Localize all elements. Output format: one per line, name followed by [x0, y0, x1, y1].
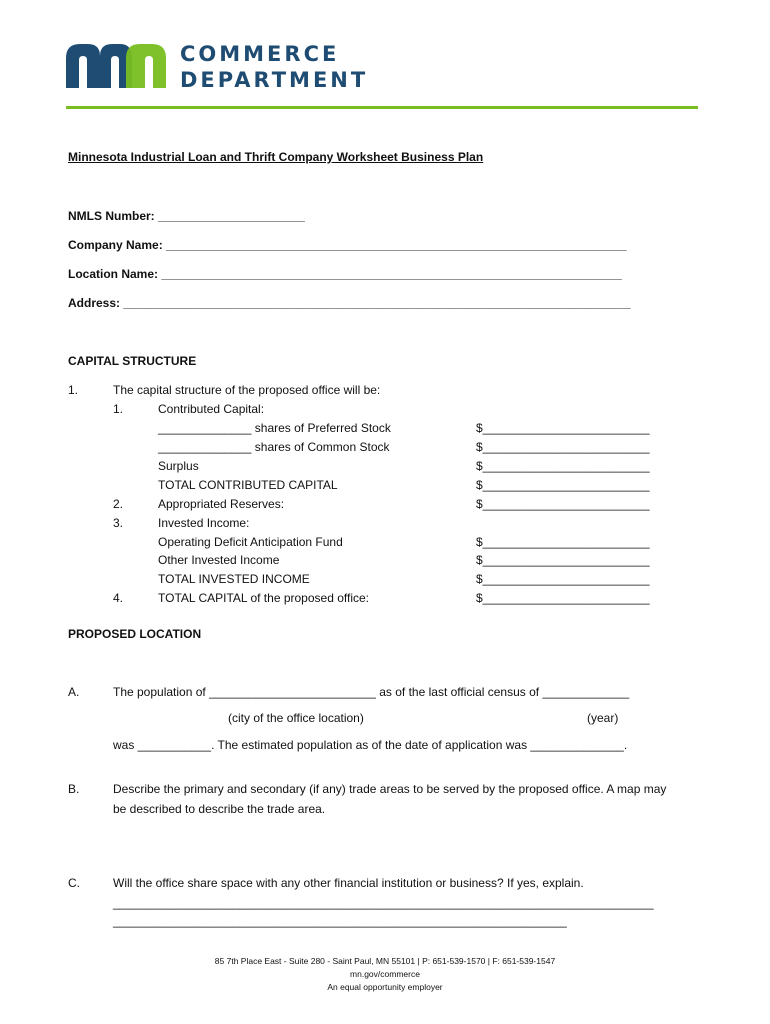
logo-letter-m: [66, 44, 132, 88]
capital-intro: The capital structure of the proposed office will be:: [113, 383, 381, 397]
shared-space-answer-line-2[interactable]: ____________________________________________________________________: [113, 914, 567, 928]
item-label-a: A.: [68, 685, 80, 699]
company-name-field[interactable]: Company Name: _____________________________________________________________________: [68, 238, 627, 252]
sub-item-number: 4.: [113, 591, 124, 605]
population-line[interactable]: The population of _________________________ as of the last official census of _____________: [113, 685, 630, 699]
common-stock-amount[interactable]: $_________________________: [476, 440, 650, 454]
sub-item-number: 2.: [113, 497, 124, 511]
item-label-b: B.: [68, 782, 80, 796]
total-capital-amount[interactable]: $_________________________: [476, 591, 650, 605]
sub-item-number: 3.: [113, 516, 124, 530]
footer-address: 85 7th Place East - Suite 280 - Saint Paul, MN 55101 | P: 651-539-1570 | F: 651-539-1547: [214, 956, 556, 966]
nmls-number-field[interactable]: NMLS Number: ______________________: [68, 209, 305, 223]
logo-letter-n: [126, 44, 166, 88]
mn-logo: [66, 44, 166, 88]
total-contributed-label: TOTAL CONTRIBUTED CAPITAL: [158, 478, 338, 492]
proposed-location-heading: PROPOSED LOCATION: [68, 627, 202, 641]
address-field[interactable]: Address: ____________________________________________________________________________: [68, 296, 631, 310]
total-capital-label: TOTAL CAPITAL of the proposed office:: [158, 591, 369, 605]
footer-equal-opportunity: An equal opportunity employer: [327, 982, 443, 992]
footer-website: mn.gov/commerce: [350, 969, 420, 979]
item-number: 1.: [68, 383, 79, 397]
brand-line-department: DEPARTMENT: [180, 68, 369, 92]
other-invested-label: Other Invested Income: [158, 553, 280, 567]
trade-area-question-line-2: be described to describe the trade area.: [113, 802, 326, 816]
header-divider: [66, 106, 698, 109]
preferred-stock-amount[interactable]: $_________________________: [476, 421, 650, 435]
common-stock-line[interactable]: ______________ shares of Common Stock: [158, 440, 390, 454]
shared-space-answer-line-1[interactable]: _________________________________________________________________________________: [113, 896, 654, 910]
surplus-amount[interactable]: $_________________________: [476, 459, 650, 473]
contributed-capital-label: Contributed Capital:: [158, 402, 265, 416]
operating-deficit-amount[interactable]: $_________________________: [476, 535, 650, 549]
total-contributed-amount[interactable]: $_________________________: [476, 478, 650, 492]
surplus-label: Surplus: [158, 459, 199, 473]
appropriated-reserves-amount[interactable]: $_________________________: [476, 497, 650, 511]
invested-income-label: Invested Income:: [158, 516, 250, 530]
document-title: Minnesota Industrial Loan and Thrift Company Worksheet Business Plan: [68, 150, 484, 164]
year-hint: (year): [587, 711, 619, 725]
appropriated-reserves-label: Appropriated Reserves:: [158, 497, 285, 511]
location-name-field[interactable]: Location Name: _____________________________________________________________________: [68, 267, 622, 281]
operating-deficit-label: Operating Deficit Anticipation Fund: [158, 535, 343, 549]
item-label-c: C.: [68, 876, 80, 890]
capital-structure-heading: CAPITAL STRUCTURE: [68, 354, 197, 368]
total-invested-label: TOTAL INVESTED INCOME: [158, 572, 310, 586]
other-invested-amount[interactable]: $_________________________: [476, 553, 650, 567]
preferred-stock-line[interactable]: ______________ shares of Preferred Stock: [158, 421, 391, 435]
trade-area-question-line-1: Describe the primary and secondary (if any) trade areas to be served by the proposed office. A map may: [113, 782, 667, 796]
city-hint: (city of the office location): [228, 711, 364, 725]
sub-item-number: 1.: [113, 402, 124, 416]
estimated-population-line[interactable]: was ___________. The estimated population as of the date of application was ______________.: [113, 738, 628, 752]
brand-line-commerce: COMMERCE: [180, 42, 340, 66]
total-invested-amount[interactable]: $_________________________: [476, 572, 650, 586]
shared-space-question: Will the office share space with any other financial institution or business? If yes, explain.: [113, 876, 584, 890]
